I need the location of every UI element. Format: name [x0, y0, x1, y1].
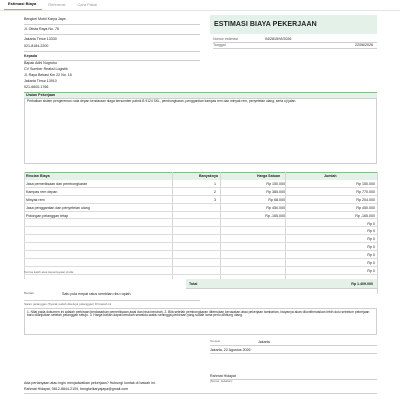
recipient-company[interactable]: CV Sumber Reaksi Logistik — [24, 67, 68, 71]
col-qty-header: Banyaknya — [199, 174, 218, 178]
place-value[interactable]: Jakarta — [258, 340, 270, 344]
amount-words-label: Berlaku — [24, 291, 35, 295]
amount-in-words — [24, 291, 204, 299]
thank-you-text: Terima kasih atas kepercayaan Anda. — [24, 270, 74, 274]
cell-total[interactable]: Rp 150.000 — [356, 182, 375, 186]
cell-item[interactable]: Minyak rem — [26, 197, 45, 202]
table-row[interactable] — [24, 235, 377, 243]
recipient-block — [24, 54, 200, 91]
signer-name[interactable]: Rahmat Hidayat — [210, 374, 236, 378]
sender-phone[interactable]: 021-8184-2200 — [24, 44, 49, 48]
sender-block — [24, 17, 194, 51]
col-unit-price-header: Harga Satuan — [257, 174, 281, 178]
footer-question: Ada pertanyaan atau ingin menjadwalkan pekerjaan? Hubungi kontak di bawah ini. — [24, 381, 156, 385]
table-row[interactable] — [24, 227, 377, 235]
place-label: Tempat — [210, 339, 220, 343]
description-box[interactable] — [24, 98, 377, 164]
cost-table-header — [24, 172, 377, 180]
table-row[interactable] — [24, 220, 377, 228]
col-item-header: Rincian Biaya — [26, 174, 50, 178]
table-row[interactable] — [24, 204, 377, 212]
footer-block — [24, 381, 377, 392]
sheet-tab-bar — [0, 0, 400, 10]
table-row[interactable] — [24, 259, 377, 267]
cell-total[interactable]: Rp 204.000 — [356, 197, 375, 202]
document-title-panel — [210, 15, 377, 34]
cell-total[interactable]: Rp 0 — [367, 268, 375, 273]
estimate-number-value[interactable]: 04/2815/VI/2026 — [265, 37, 292, 41]
thank-you-note — [24, 270, 174, 275]
recipient-street[interactable]: Jl. Raya Bekasi Km 22 No. 16 — [24, 73, 72, 77]
cell-total[interactable]: Rp 770.000 — [356, 189, 375, 194]
terms-text: 1. Nilai pada dokumen ini adalah perkiraan berdasarkan pemeriksaan awal dan bisa berubah. 2. Bila setelah pembongkaran ditemukan kerusakan atau pekerjaan tambahan, biayanya akan dikonfirmasikan lebih dulu sebelum pekerjaan baru dilanjutkan setelah pelanggan setuju. 3. Harga bahan dapat berubah sewaktu-waktu sehingga perkiraan yang sudah lama perlu dihitung ulang. — [27, 309, 370, 318]
cell-item[interactable]: Jasa penggantian dan penyetelan ulang — [26, 205, 90, 210]
total-label: Total — [189, 281, 198, 286]
cell-qty[interactable]: 3 — [214, 197, 216, 202]
cell-total[interactable]: Rp -165.000 — [355, 213, 375, 218]
cell-item[interactable]: Potongan pelanggan tetap — [26, 213, 69, 218]
document-title: ESTIMASI BIAYA PEKERJAAN — [214, 21, 317, 28]
table-row[interactable] — [24, 212, 377, 220]
estimate-sheet — [0, 10, 400, 400]
estimate-number-label: Nomor estimasi — [213, 37, 238, 41]
amount-words-text[interactable]: Satu pola empat ratus sembilan ribu rupiah — [62, 292, 131, 296]
description-text: Perbaikan sistem pengereman roda depan kendaraan niaga bersumber pabrik B 9124 SKL, pembongkaran, penggantian kampas rem dan minyak rem, penyetelan ulang, serta uji jalan. — [27, 99, 297, 103]
cell-unit-price[interactable]: Rp 68.000 — [268, 197, 285, 202]
tab-estimasi-biaya[interactable]: Estimasi Biaya — [4, 0, 42, 10]
cell-total[interactable]: Rp 0 — [367, 245, 375, 250]
terms-box[interactable] — [24, 308, 377, 335]
cell-total[interactable]: Rp 0 — [367, 237, 375, 242]
cell-total[interactable]: Rp 0 — [367, 229, 375, 234]
signature-date-line[interactable]: Jakarta, 22 Agustus 2026 — [210, 348, 251, 352]
recipient-phone[interactable]: 021-6600-1766 — [24, 85, 49, 89]
tab-cara-pakai[interactable]: Cara Pakai — [77, 2, 98, 8]
footer-contact[interactable]: Rahmat Hidayat, 0812-8844-2109, bengkelkaryajaya@gmail.com — [24, 387, 129, 391]
table-row[interactable] — [24, 180, 377, 188]
col-total-header: Jumlah — [324, 174, 337, 178]
cell-item[interactable]: Jasa pemeriksaan dan pembongkaran — [26, 182, 88, 186]
table-row[interactable] — [24, 188, 377, 196]
cell-total[interactable]: Rp 450.000 — [356, 205, 375, 210]
cell-total[interactable]: Rp 0 — [367, 261, 375, 265]
description-heading: Uraian Pekerjaan — [26, 93, 56, 97]
sender-street[interactable]: Jl. Otista Raya No. 76 — [24, 27, 59, 31]
cell-item[interactable]: Kampas rem depan — [26, 189, 58, 194]
cell-unit-price[interactable]: Rp 450.000 — [266, 205, 285, 210]
sender-city[interactable]: Jakarta Timur 13330 — [24, 37, 57, 41]
recipient-city[interactable]: Jakarta Timur 13910 — [24, 79, 57, 83]
table-row[interactable] — [24, 196, 377, 204]
cell-total[interactable]: Rp 0 — [367, 253, 375, 258]
tab-referensi[interactable]: Referensi — [48, 2, 66, 8]
cell-unit-price[interactable]: Rp 385.000 — [266, 189, 285, 194]
recipient-heading: Kepada — [24, 54, 37, 58]
signer-role: (Nama, Jabatan) — [210, 379, 233, 383]
sender-name[interactable]: Bengkel Mobil Karya Jaya — [24, 17, 66, 21]
cell-qty[interactable]: 2 — [214, 189, 216, 194]
total-row — [186, 279, 377, 288]
cell-total[interactable]: Rp 0 — [367, 221, 375, 226]
recipient-person[interactable]: Bapak Adhi Nugroho — [24, 61, 57, 65]
estimate-date-label: Tanggal — [213, 43, 226, 47]
estimate-date-value[interactable]: 22/06/2026 — [355, 43, 373, 47]
cell-qty[interactable]: 1 — [214, 182, 216, 186]
total-value: Rp 1.409.000 — [351, 281, 373, 286]
cell-unit-price[interactable]: Rp 150.000 — [266, 182, 285, 186]
table-row[interactable] — [24, 251, 377, 259]
terms-heading: Saran pelanggan (Syarat sudah disetujui pelanggan) Di bawah ini — [24, 302, 112, 306]
terms-heading-wrap — [24, 302, 377, 307]
cell-unit-price[interactable]: Rp -165.000 — [265, 213, 285, 218]
table-row[interactable] — [24, 243, 377, 251]
